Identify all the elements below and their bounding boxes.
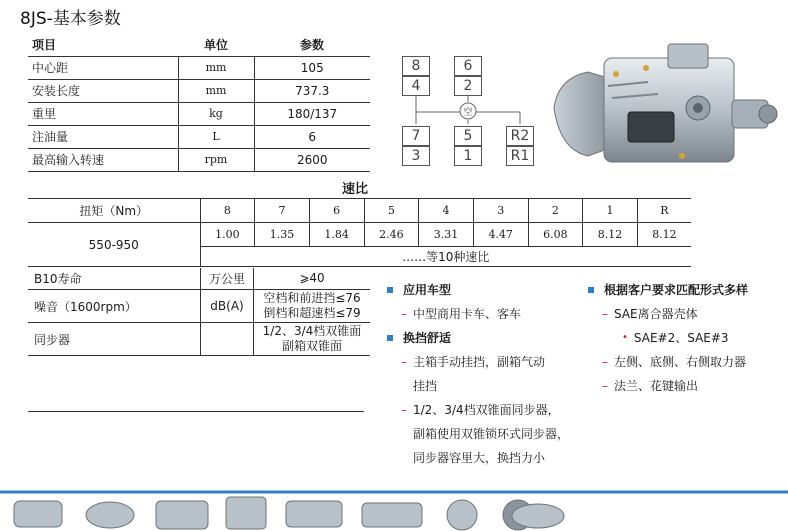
param-label: 中心距 [28,56,178,79]
table-row [28,102,370,125]
sync-value-line: 副箱双锥面 [281,339,342,353]
gear-header-row [28,199,691,223]
feature-item-cont: 挂挡 [413,379,438,393]
param-value: 105 [254,56,370,79]
ratio-note: ……等10种速比 [200,247,691,267]
param-label: 最高输入转速 [28,148,178,171]
param-unit: kg [178,102,254,125]
feature-subitem-text: SAE#2、SAE#3 [633,331,729,345]
feature-heading-text: 应用车型 [403,283,452,297]
table-row [28,79,370,102]
feature-heading [588,278,748,302]
ratio-table [28,198,691,267]
noise-value-line: 空档和前进挡≤76 [263,291,361,305]
feature-subitem [588,326,748,350]
param-unit: mm [178,79,254,102]
gear-7-box: 7 [402,126,430,146]
header-unit: 单位 [178,34,254,56]
product-thumbnail [14,497,564,530]
ratio-value: 4.47 [473,223,528,247]
noise-label: 噪音（1600rpm） [34,299,137,314]
sync-unit [200,323,254,355]
feature-item-text: 法兰、花键输出 [614,379,699,393]
gear-8-box: 8 [402,56,430,76]
table-header-row [28,34,370,56]
feature-item-text: 中型商用卡车、客车 [413,307,522,321]
dash-bullet-icon: – [602,355,608,369]
ratio-value: 1.84 [309,223,364,247]
feature-item-text: 左侧、底侧、右侧取力器 [614,355,747,369]
sync-row [28,323,370,356]
sync-value [254,323,370,355]
feature-item-text: 主箱手动挂挡，副箱气动 [413,355,546,369]
header-item: 项目 [28,34,178,56]
feature-item [588,350,748,374]
feature-item-text: 1/2、3/4档双锥面同步器， [413,403,560,417]
param-value: 2600 [254,148,370,171]
square-bullet-icon [387,335,393,341]
noise-row [28,290,370,323]
feature-heading [387,326,569,350]
feature-heading [387,278,569,302]
ratio-value: 8.12 [583,223,638,247]
gear-label: 6 [309,199,364,223]
gear-4-box: 4 [402,76,430,96]
param-unit: rpm [178,148,254,171]
gear-label: R [637,199,691,223]
gear-label: 3 [473,199,528,223]
gear-label: 7 [255,199,310,223]
neutral-label: 空 [463,107,473,118]
gear-3-box: 3 [402,146,430,166]
gear-1-box: 1 [454,146,482,166]
square-bullet-icon [588,287,594,293]
product-strip [0,489,788,531]
param-value: 737.3 [254,79,370,102]
ratio-value: 8.12 [637,223,691,247]
square-bullet-icon [387,287,393,293]
ratio-value: 1.35 [255,223,310,247]
param-value: 6 [254,125,370,148]
gear-6-box: 6 [454,56,482,76]
param-unit: mm [178,56,254,79]
feature-heading-text: 根据客户要求匹配形式多样 [604,283,749,297]
gear-label: 4 [419,199,474,223]
features-right [588,278,748,398]
ratio-value: 2.46 [364,223,419,247]
ratio-value: 6.08 [528,223,583,247]
table-row [28,148,370,171]
sync-value-line: 1/2、3/4档双锥面 [262,324,362,338]
sync-label: 同步器 [34,332,71,347]
ratio-value: 1.00 [200,223,255,247]
noise-value-line: 倒档和超速档≤79 [263,306,361,320]
table-row [28,125,370,148]
gear-label: 1 [583,199,638,223]
b10-value: ⩾40 [299,271,325,285]
feature-item [387,398,569,422]
gear-label: 2 [528,199,583,223]
param-unit: L [178,125,254,148]
feature-item [588,374,748,398]
dash-bullet-icon: – [602,379,608,393]
table-row [28,56,370,79]
feature-item-text: SAE离合器壳体 [614,307,698,321]
noise-value [254,290,370,322]
basic-params-table [28,34,370,172]
header-value: 参数 [254,34,370,56]
param-label: 安装长度 [28,79,178,102]
torque-label: 扭矩（Nm） [28,199,200,223]
dash-bullet-icon: – [401,307,407,321]
page-title: 8JS-基本参数 [20,9,121,29]
dash-bullet-icon: – [602,307,608,321]
gear-r2-box: R2 [506,126,534,146]
gear-2-box: 2 [454,76,482,96]
feature-item [588,302,748,326]
transmission-photo [548,38,780,186]
b10-unit: 万公里 [200,268,254,289]
feature-item [387,302,569,326]
gear-label: 5 [364,199,419,223]
ratio-title: 速比 [342,182,369,197]
param-label: 注油量 [28,125,178,148]
divider [28,411,364,412]
feature-item [387,350,569,374]
param-value: 180/137 [254,102,370,125]
gear-r1-box: R1 [506,146,534,166]
ratio-value: 3.31 [419,223,474,247]
torque-value: 550-950 [28,223,200,267]
dash-bullet-icon: – [401,403,407,417]
lower-params-table [28,268,370,356]
ratio-value-row [28,223,691,247]
dot-bullet-icon: • [622,332,628,343]
features-middle [387,278,569,470]
feature-heading-text: 换挡舒适 [403,331,452,345]
b10-row [28,268,370,290]
gear-label: 8 [200,199,255,223]
gear-5-box: 5 [454,126,482,146]
shift-pattern-diagram [398,52,540,170]
b10-label: B10寿命 [34,272,82,286]
noise-unit: dB(A) [200,290,254,322]
param-label: 重里 [28,102,178,125]
feature-item-cont: 同步器容里大，换挡力小 [413,451,546,465]
feature-item-cont: 副箱使用双锥锁环式同步器， [413,427,570,441]
dash-bullet-icon: – [401,355,407,369]
